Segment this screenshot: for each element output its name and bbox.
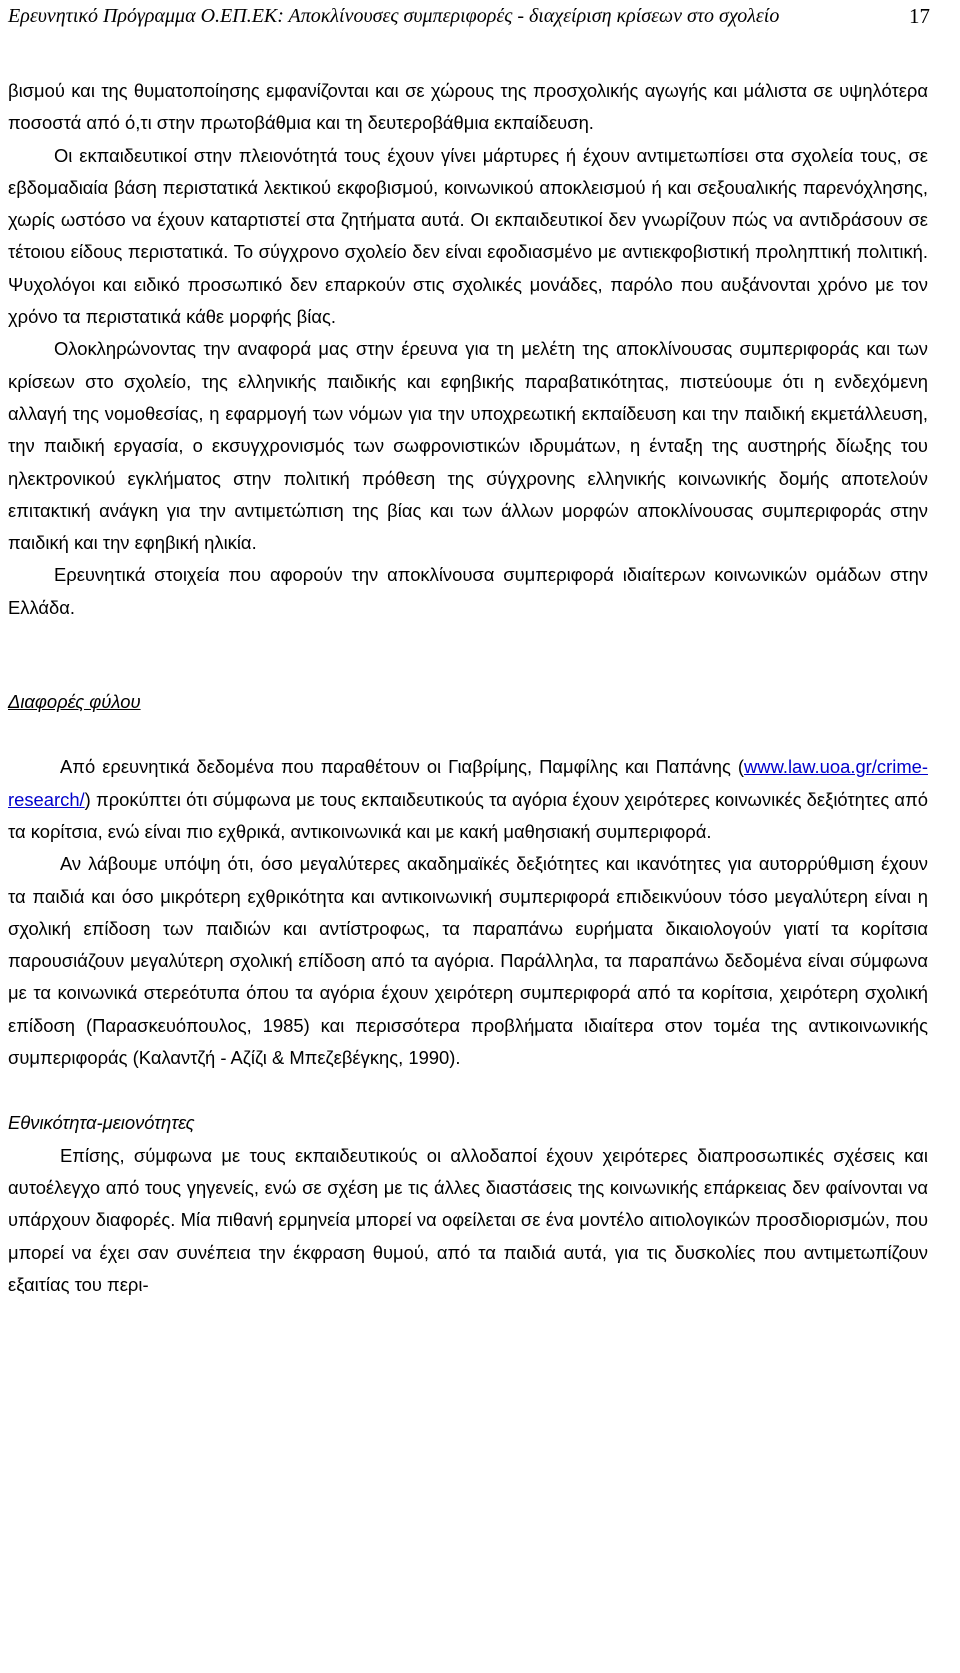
paragraph-teachers: Οι εκπαιδευτικοί στην πλειονότητά τους έχουν γίνει μάρτυρες ή έχουν αντιμετωπίσει στα σχολεία τους, σε εβδομαδιαία βάση περιστατικά λεκτικού εκφοβισμού, κοινωνικού αποκλεισμού ή και σεξουαλικής παρενόχλησης, χωρίς ωστόσο να έχουν καταρτιστεί στα ζητήματα αυτά. Οι εκπαιδευτικοί δεν γνωρίζουν πώς να αντιδράσουν σε τέτοιου είδους περιστατικά. Το σύγχρονο σχολείο δεν είναι εφοδιασμένο με αντιεκφοβιστική προληπτική πολιτική. Ψυχολόγοι και ειδικό προσωπικό δεν επαρκούν στις σχολικές μονάδες, παρόλο που αυξάνονται χρόνο με τον χρόνο τα περιστατικά κάθε μορφής βίας. bbox=[8, 144, 928, 328]
paragraph-research-intro: Ερευνητικά στοιχεία που αφορούν την αποκλίνουσα συμπεριφορά ιδιαίτερων κοινωνικών ομάδων στην Ελλάδα. bbox=[8, 564, 928, 618]
gender-findings-text-end: ) προκύπτει ότι σύμφωνα με τους εκπαιδευτικούς τα αγόρια έχουν χειρότερες κοινωνικές δεξιότητες από τα κορίτσια, ενώ είναι πιο εχθρικά, αντικοινωνικά και με κακή μαθησιακή συμπεριφορά. bbox=[8, 788, 928, 842]
paragraph-gender-findings bbox=[8, 751, 928, 848]
section-heading-gender bbox=[8, 686, 928, 718]
crime-research-link[interactable]: www.law.uoa.gr/crime-research/ bbox=[8, 756, 928, 810]
paragraph-school-performance: Αν λάβουμε υπόψη ότι, όσο μεγαλύτερες ακαδημαϊκές δεξιότητες και ικανότητες για αυτορρύθμιση έχουν τα παιδιά και όσο μικρότερη εχθρικότητα και αντικοινωνική συμπεριφορά επιδεικνύουν τόσο μεγαλύτερη είναι η σχολική επίδοση των παιδιών και αντίστροφως, τα παραπάνω ευρήματα δικαιολογούν γιατί τα κορίτσια παρουσιάζουν μεγαλύτερη σχολική επίδοση από τα αγόρια. Παράλληλα, τα παραπάνω δεδομένα είναι σύμφωνα με τα κοινωνικά στερεότυπα όπου τα αγόρια έχουν χειρότερη συμπεριφορά από τα κορίτσια, χειρότερη σχολική επίδοση (Παρασκευόπουλος, 1985) και περισσότερα προβλήματα ιδιαίτερα στον τομέα της αντικοινωνικής συμπεριφοράς (Καλαντζή - Αζίζι & Μπεζεβέγκης, 1990). bbox=[8, 853, 928, 1069]
heading-ethnicity-text: Εθνικότητα-μειονότητες bbox=[8, 1112, 195, 1134]
page-number: 17 bbox=[909, 4, 930, 28]
running-header bbox=[8, 2, 930, 32]
heading-gender-text: Διαφορές φύλου bbox=[8, 691, 141, 713]
gender-findings-text-start: Από ερευνητικά δεδομένα που παραθέτουν οι Γιαβρίμης, Παμφίλης και Παπάνης ( bbox=[60, 756, 745, 778]
header-title: Ερευνητικό Πρόγραμμα Ο.ΕΠ.ΕΚ: Αποκλίνουσες συμπεριφορές - διαχείριση κρίσεων στο σχολείο bbox=[8, 5, 780, 27]
paragraph-ethnicity: Επίσης, σύμφωνα με τους εκπαιδευτικούς οι αλλοδαποί έχουν χειρότερες διαπροσωπικές σχέσεις και αυτοέλεγχο από τους γηγενείς, ενώ σε σχέση με τις άλλες διαστάσεις της κοινωνικής επάρκειας δεν φαίνονται να υπάρχουν διαφορές. Μία πιθανή ερμηνεία μπορεί να οφείλεται σε ένα μοντέλο αιτιολογικών προσδιορισμών, που μπορεί να έχει σαν συνέπεια την έκφραση θυμού, από τα παιδιά αυτά, για τις δυσκολίες που αντιμετωπίζουν εξαιτίας του περι- bbox=[8, 1144, 928, 1295]
paragraph-continuation: βισμού και της θυματοποίησης εμφανίζονται και σε χώρους της προσχολικής αγωγής και μάλιστα σε υψηλότερα ποσοστά από ό,τι στην πρωτοβάθμια και τη δευτεροβάθμια εκπαίδευση. bbox=[8, 80, 928, 134]
paragraph-conclusion: Ολοκληρώνοντας την αναφορά μας στην έρευνα για τη μελέτη της αποκλίνουσας συμπεριφοράς και των κρίσεων στο σχολείο, της ελληνικής παιδικής και εφηβικής παραβατικότητας, πιστεύουμε ότι η ενδεχόμενη αλλαγή της νομοθεσίας, η εφαρμογή των νόμων για την υποχρεωτική εκπαίδευση και την παιδική εκμετάλλευση, την παιδική εργασία, ο εκσυγχρονισμός των σωφρονιστικών ιδρυμάτων, η ένταξη της αυστηρής δίωξης του ηλεκτρονικού εγκλήματος στην πολιτική πρόθεση της σύγχρονης ελληνικής κοινωνικής δομής αποτελούν επιτακτική ανάγκη για την αντιμετώπιση της βίας και των άλλων μορφών αποκλίνουσας συμπεριφοράς στην παιδική και την εφηβική ηλικία. bbox=[8, 338, 928, 554]
document-body bbox=[8, 75, 928, 1301]
section-heading-ethnicity bbox=[8, 1107, 928, 1139]
